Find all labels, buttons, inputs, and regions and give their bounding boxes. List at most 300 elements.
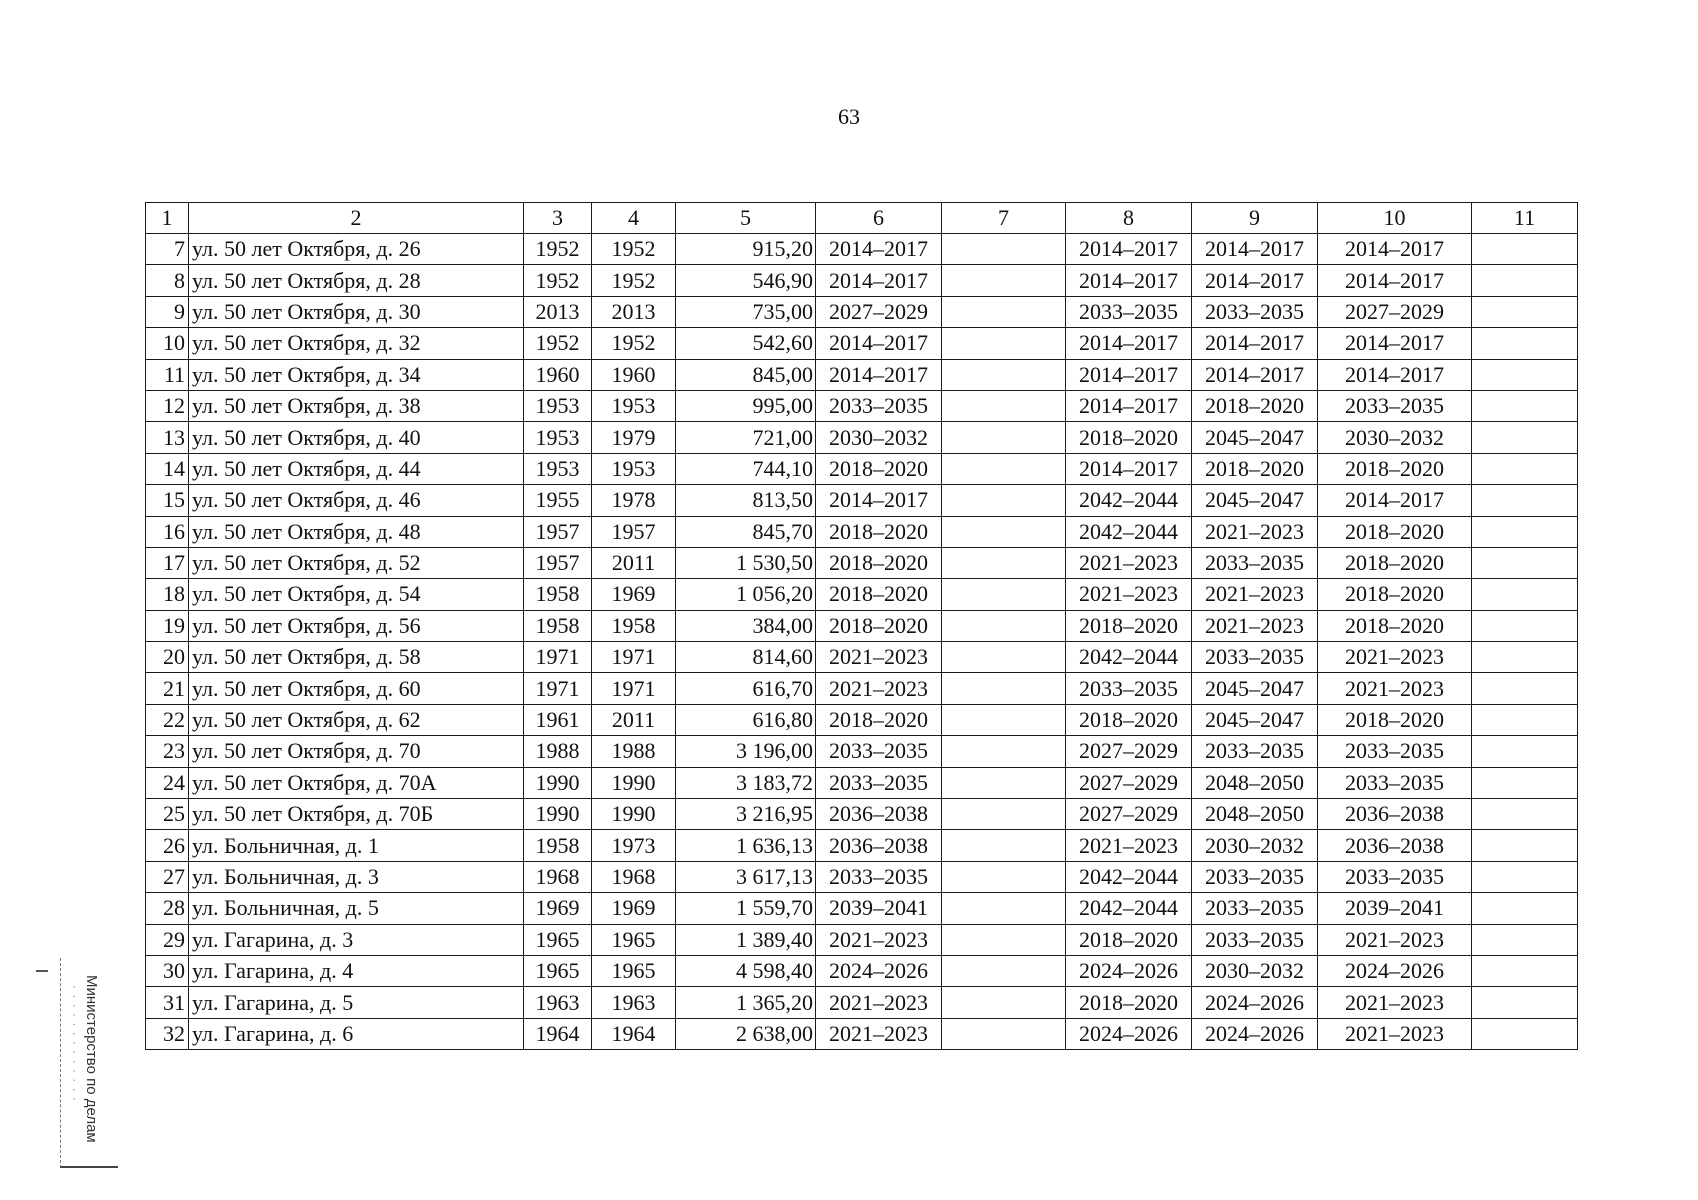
table-cell-col-7 — [942, 516, 1066, 547]
table-cell-col-1: 17 — [146, 547, 189, 578]
table-row — [146, 736, 1578, 767]
table-cell-col-10: 2021–2023 — [1318, 673, 1472, 704]
table-cell-col-2: ул. 50 лет Октября, д. 56 — [189, 610, 524, 641]
table-cell-col-5: 3 196,00 — [676, 736, 816, 767]
table-cell-col-1: 21 — [146, 673, 189, 704]
table-cell-col-11: 11 — [1472, 203, 1578, 234]
table-cell-col-3: 1961 — [524, 704, 592, 735]
table-cell-col-3: 1958 — [524, 610, 592, 641]
table-row — [146, 234, 1578, 265]
table-cell-col-11 — [1472, 422, 1578, 453]
table-cell-col-11 — [1472, 861, 1578, 892]
table-cell-col-5: 995,00 — [676, 390, 816, 421]
table-row — [146, 390, 1578, 421]
table-cell-col-10: 2033–2035 — [1318, 390, 1472, 421]
table-cell-col-6: 2033–2035 — [816, 736, 942, 767]
table-cell-col-2: ул. 50 лет Октября, д. 58 — [189, 642, 524, 673]
table-cell-col-7 — [942, 547, 1066, 578]
table-cell-col-9: 2024–2026 — [1192, 987, 1318, 1018]
table-cell-col-11 — [1472, 265, 1578, 296]
table-cell-col-9: 2048–2050 — [1192, 799, 1318, 830]
table-cell-col-10: 2021–2023 — [1318, 924, 1472, 955]
table-cell-col-8: 2014–2017 — [1066, 390, 1192, 421]
table-cell-col-2: ул. 50 лет Октября, д. 38 — [189, 390, 524, 421]
table-cell-col-6: 2039–2041 — [816, 893, 942, 924]
table-cell-col-6: 2021–2023 — [816, 987, 942, 1018]
table-cell-col-1: 27 — [146, 861, 189, 892]
table-cell-col-9: 2014–2017 — [1192, 328, 1318, 359]
table-row — [146, 987, 1578, 1018]
table-cell-col-8: 2042–2044 — [1066, 861, 1192, 892]
table-cell-col-11 — [1472, 453, 1578, 484]
table-cell-col-3: 1990 — [524, 799, 592, 830]
table-cell-col-1: 13 — [146, 422, 189, 453]
table-cell-col-9: 2033–2035 — [1192, 924, 1318, 955]
table-cell-col-6: 2036–2038 — [816, 799, 942, 830]
table-cell-col-5: 616,70 — [676, 673, 816, 704]
table-row — [146, 422, 1578, 453]
table-cell-col-4: 1990 — [592, 799, 676, 830]
stamp-text: Министерство по делам — [83, 975, 100, 1143]
table-cell-col-11 — [1472, 328, 1578, 359]
table-cell-col-8: 2027–2029 — [1066, 736, 1192, 767]
table-cell-col-7 — [942, 453, 1066, 484]
table-cell-col-10: 2033–2035 — [1318, 736, 1472, 767]
table-cell-col-11 — [1472, 516, 1578, 547]
table-cell-col-11 — [1472, 296, 1578, 327]
table-cell-col-5: 5 — [676, 203, 816, 234]
table-cell-col-4: 1971 — [592, 673, 676, 704]
table-cell-col-2: 2 — [189, 203, 524, 234]
table-cell-col-3: 1953 — [524, 422, 592, 453]
table-row — [146, 893, 1578, 924]
table-cell-col-2: ул. Гагарина, д. 3 — [189, 924, 524, 955]
table-cell-col-10: 2014–2017 — [1318, 265, 1472, 296]
table-row — [146, 642, 1578, 673]
table-cell-col-5: 1 559,70 — [676, 893, 816, 924]
table-row — [146, 547, 1578, 578]
table-cell-col-3: 2013 — [524, 296, 592, 327]
table-cell-col-11 — [1472, 767, 1578, 798]
table-cell-col-2: ул. 50 лет Октября, д. 32 — [189, 328, 524, 359]
table-cell-col-8: 2014–2017 — [1066, 359, 1192, 390]
table-cell-col-8: 8 — [1066, 203, 1192, 234]
table-cell-col-9: 2033–2035 — [1192, 296, 1318, 327]
table-cell-col-1: 22 — [146, 704, 189, 735]
table-cell-col-9: 2033–2035 — [1192, 736, 1318, 767]
table-cell-col-5: 542,60 — [676, 328, 816, 359]
table-cell-col-7 — [942, 955, 1066, 986]
table-cell-col-4: 1971 — [592, 642, 676, 673]
table-cell-col-2: ул. 50 лет Октября, д. 44 — [189, 453, 524, 484]
table-cell-col-4: 1965 — [592, 955, 676, 986]
table-cell-col-5: 721,00 — [676, 422, 816, 453]
table-cell-col-3: 1957 — [524, 516, 592, 547]
table-cell-col-6: 2014–2017 — [816, 234, 942, 265]
table-row — [146, 861, 1578, 892]
table-cell-col-3: 1969 — [524, 893, 592, 924]
table-cell-col-4: 1978 — [592, 485, 676, 516]
table-cell-col-2: ул. Больничная, д. 3 — [189, 861, 524, 892]
table-row — [146, 1018, 1578, 1049]
table-cell-col-10: 2021–2023 — [1318, 1018, 1472, 1049]
table-cell-col-7 — [942, 799, 1066, 830]
table-cell-col-4: 2011 — [592, 704, 676, 735]
table-row — [146, 265, 1578, 296]
table-cell-col-4: 1952 — [592, 234, 676, 265]
table-cell-col-7 — [942, 736, 1066, 767]
stamp-faint-text: · · · · · · · · · · · · · — [68, 985, 82, 1102]
table-cell-col-7 — [942, 579, 1066, 610]
table-cell-col-9: 2048–2050 — [1192, 767, 1318, 798]
table-cell-col-6: 6 — [816, 203, 942, 234]
table-row — [146, 359, 1578, 390]
table-row — [146, 516, 1578, 547]
table-cell-col-2: ул. Гагарина, д. 4 — [189, 955, 524, 986]
table-cell-col-7 — [942, 673, 1066, 704]
table-cell-col-3: 1952 — [524, 234, 592, 265]
table-cell-col-7 — [942, 987, 1066, 1018]
table-cell-col-6: 2033–2035 — [816, 390, 942, 421]
table-cell-col-9: 2030–2032 — [1192, 955, 1318, 986]
table-cell-col-4: 1979 — [592, 422, 676, 453]
table-cell-col-2: ул. 50 лет Октября, д. 70 — [189, 736, 524, 767]
table-cell-col-3: 1953 — [524, 390, 592, 421]
table-cell-col-9: 2033–2035 — [1192, 861, 1318, 892]
table-cell-col-3: 1988 — [524, 736, 592, 767]
table-cell-col-1: 32 — [146, 1018, 189, 1049]
table-cell-col-5: 735,00 — [676, 296, 816, 327]
table-cell-col-4: 4 — [592, 203, 676, 234]
table-cell-col-10: 2014–2017 — [1318, 485, 1472, 516]
table-cell-col-6: 2018–2020 — [816, 516, 942, 547]
table-cell-col-9: 2021–2023 — [1192, 516, 1318, 547]
table-cell-col-9: 2030–2032 — [1192, 830, 1318, 861]
table-cell-col-11 — [1472, 547, 1578, 578]
table-row — [146, 296, 1578, 327]
table-cell-col-8: 2027–2029 — [1066, 799, 1192, 830]
table-cell-col-2: ул. 50 лет Октября, д. 70Б — [189, 799, 524, 830]
table-cell-col-6: 2014–2017 — [816, 328, 942, 359]
table-cell-col-1: 24 — [146, 767, 189, 798]
table-cell-col-10: 2018–2020 — [1318, 453, 1472, 484]
table-cell-col-4: 1957 — [592, 516, 676, 547]
table-cell-col-9: 9 — [1192, 203, 1318, 234]
table-cell-col-3: 1952 — [524, 328, 592, 359]
table-cell-col-1: 20 — [146, 642, 189, 673]
table-cell-col-8: 2021–2023 — [1066, 830, 1192, 861]
table-cell-col-2: ул. Гагарина, д. 6 — [189, 1018, 524, 1049]
table-cell-col-3: 1952 — [524, 265, 592, 296]
table-cell-col-11 — [1472, 390, 1578, 421]
table-cell-col-2: ул. 50 лет Октября, д. 70А — [189, 767, 524, 798]
table-cell-col-11 — [1472, 485, 1578, 516]
table-cell-col-11 — [1472, 799, 1578, 830]
table-cell-col-9: 2014–2017 — [1192, 234, 1318, 265]
table-cell-col-8: 2018–2020 — [1066, 987, 1192, 1018]
table-cell-col-3: 1968 — [524, 861, 592, 892]
table-cell-col-7 — [942, 704, 1066, 735]
table-cell-col-1: 26 — [146, 830, 189, 861]
table-cell-col-1: 1 — [146, 203, 189, 234]
table-cell-col-10: 2036–2038 — [1318, 830, 1472, 861]
table-row — [146, 799, 1578, 830]
table-cell-col-8: 2014–2017 — [1066, 453, 1192, 484]
table-cell-col-5: 1 530,50 — [676, 547, 816, 578]
page-number: 63 — [838, 104, 860, 129]
table-cell-col-10: 2024–2026 — [1318, 955, 1472, 986]
table-row — [146, 767, 1578, 798]
table-cell-col-1: 16 — [146, 516, 189, 547]
table-cell-col-2: ул. 50 лет Октября, д. 60 — [189, 673, 524, 704]
table-cell-col-9: 2021–2023 — [1192, 579, 1318, 610]
table-cell-col-5: 1 389,40 — [676, 924, 816, 955]
table-row — [146, 673, 1578, 704]
table-cell-col-6: 2018–2020 — [816, 610, 942, 641]
table-row — [146, 610, 1578, 641]
table-cell-col-5: 3 183,72 — [676, 767, 816, 798]
table-cell-col-10: 2039–2041 — [1318, 893, 1472, 924]
table-cell-col-3: 1953 — [524, 453, 592, 484]
table-cell-col-5: 1 056,20 — [676, 579, 816, 610]
table-cell-col-11 — [1472, 234, 1578, 265]
table-cell-col-6: 2027–2029 — [816, 296, 942, 327]
table-body — [146, 203, 1578, 1050]
table-cell-col-9: 2045–2047 — [1192, 485, 1318, 516]
table-cell-col-10: 2030–2032 — [1318, 422, 1472, 453]
table-cell-col-7 — [942, 861, 1066, 892]
table-cell-col-6: 2018–2020 — [816, 453, 942, 484]
table-cell-col-3: 1958 — [524, 579, 592, 610]
table-cell-col-4: 2011 — [592, 547, 676, 578]
table-cell-col-7 — [942, 642, 1066, 673]
table-cell-col-2: ул. 50 лет Октября, д. 30 — [189, 296, 524, 327]
table-cell-col-7 — [942, 234, 1066, 265]
table-cell-col-8: 2021–2023 — [1066, 579, 1192, 610]
table-cell-col-9: 2014–2017 — [1192, 265, 1318, 296]
table-cell-col-9: 2045–2047 — [1192, 422, 1318, 453]
table-cell-col-1: 11 — [146, 359, 189, 390]
table-cell-col-5: 384,00 — [676, 610, 816, 641]
table-cell-col-5: 2 638,00 — [676, 1018, 816, 1049]
table-cell-col-4: 1958 — [592, 610, 676, 641]
table-cell-col-6: 2018–2020 — [816, 704, 942, 735]
table-cell-col-9: 2021–2023 — [1192, 610, 1318, 641]
table-cell-col-10: 2018–2020 — [1318, 610, 1472, 641]
table-cell-col-2: ул. Больничная, д. 1 — [189, 830, 524, 861]
table-cell-col-6: 2021–2023 — [816, 1018, 942, 1049]
table-cell-col-8: 2024–2026 — [1066, 1018, 1192, 1049]
table-cell-col-10: 2033–2035 — [1318, 861, 1472, 892]
table-cell-col-6: 2014–2017 — [816, 485, 942, 516]
table-cell-col-4: 1969 — [592, 579, 676, 610]
table-cell-col-2: ул. 50 лет Октября, д. 48 — [189, 516, 524, 547]
table-cell-col-3: 1971 — [524, 673, 592, 704]
table-cell-col-6: 2021–2023 — [816, 924, 942, 955]
table-cell-col-8: 2027–2029 — [1066, 767, 1192, 798]
table-cell-col-6: 2030–2032 — [816, 422, 942, 453]
table-cell-col-8: 2014–2017 — [1066, 328, 1192, 359]
table-cell-col-11 — [1472, 830, 1578, 861]
table-cell-col-10: 2036–2038 — [1318, 799, 1472, 830]
table-cell-col-1: 8 — [146, 265, 189, 296]
table-cell-col-7 — [942, 767, 1066, 798]
table-cell-col-9: 2018–2020 — [1192, 453, 1318, 484]
table-cell-col-6: 2021–2023 — [816, 642, 942, 673]
table-cell-col-1: 31 — [146, 987, 189, 1018]
table-cell-col-11 — [1472, 610, 1578, 641]
table-cell-col-5: 915,20 — [676, 234, 816, 265]
stamp-mark — [36, 970, 48, 972]
table-cell-col-7 — [942, 265, 1066, 296]
table-cell-col-7 — [942, 422, 1066, 453]
table-cell-col-10: 2018–2020 — [1318, 516, 1472, 547]
table-cell-col-3: 1965 — [524, 955, 592, 986]
table-cell-col-9: 2045–2047 — [1192, 673, 1318, 704]
table-cell-col-4: 1953 — [592, 390, 676, 421]
table-row — [146, 485, 1578, 516]
table-cell-col-9: 2033–2035 — [1192, 893, 1318, 924]
table-cell-col-8: 2014–2017 — [1066, 234, 1192, 265]
table-cell-col-1: 7 — [146, 234, 189, 265]
table-cell-col-9: 2018–2020 — [1192, 390, 1318, 421]
table-cell-col-11 — [1472, 736, 1578, 767]
table-cell-col-1: 12 — [146, 390, 189, 421]
table-cell-col-6: 2024–2026 — [816, 955, 942, 986]
table-cell-col-1: 23 — [146, 736, 189, 767]
table-cell-col-11 — [1472, 704, 1578, 735]
table-cell-col-10: 2014–2017 — [1318, 359, 1472, 390]
table-cell-col-2: ул. 50 лет Октября, д. 52 — [189, 547, 524, 578]
table-cell-col-10: 2021–2023 — [1318, 987, 1472, 1018]
table-cell-col-3: 1960 — [524, 359, 592, 390]
table-cell-col-4: 1964 — [592, 1018, 676, 1049]
table-cell-col-10: 2018–2020 — [1318, 547, 1472, 578]
table-cell-col-5: 1 636,13 — [676, 830, 816, 861]
table-cell-col-10: 2027–2029 — [1318, 296, 1472, 327]
table-cell-col-1: 15 — [146, 485, 189, 516]
table-cell-col-2: ул. Гагарина, д. 5 — [189, 987, 524, 1018]
table-cell-col-5: 814,60 — [676, 642, 816, 673]
table-cell-col-6: 2033–2035 — [816, 861, 942, 892]
table-cell-col-10: 2014–2017 — [1318, 234, 1472, 265]
table-cell-col-9: 2033–2035 — [1192, 642, 1318, 673]
table-cell-col-5: 3 216,95 — [676, 799, 816, 830]
table-cell-col-5: 813,50 — [676, 485, 816, 516]
table-cell-col-7: 7 — [942, 203, 1066, 234]
table-cell-col-2: ул. 50 лет Октября, д. 28 — [189, 265, 524, 296]
table-cell-col-3: 1955 — [524, 485, 592, 516]
table-cell-col-11 — [1472, 642, 1578, 673]
table-cell-col-4: 1952 — [592, 328, 676, 359]
table-cell-col-7 — [942, 893, 1066, 924]
table-header-row — [146, 203, 1578, 234]
table-cell-col-8: 2042–2044 — [1066, 893, 1192, 924]
table-cell-col-2: ул. 50 лет Октября, д. 62 — [189, 704, 524, 735]
table-cell-col-5: 845,70 — [676, 516, 816, 547]
table-row — [146, 328, 1578, 359]
table-cell-col-1: 10 — [146, 328, 189, 359]
table-cell-col-6: 2018–2020 — [816, 547, 942, 578]
table-cell-col-8: 2033–2035 — [1066, 296, 1192, 327]
table-cell-col-9: 2033–2035 — [1192, 547, 1318, 578]
table-cell-col-7 — [942, 296, 1066, 327]
table-cell-col-1: 18 — [146, 579, 189, 610]
table-cell-col-11 — [1472, 579, 1578, 610]
table-cell-col-10: 2014–2017 — [1318, 328, 1472, 359]
table-cell-col-3: 3 — [524, 203, 592, 234]
table-cell-col-8: 2018–2020 — [1066, 704, 1192, 735]
table-cell-col-7 — [942, 328, 1066, 359]
table-cell-col-8: 2014–2017 — [1066, 265, 1192, 296]
table-cell-col-11 — [1472, 955, 1578, 986]
table-cell-col-2: ул. Больничная, д. 5 — [189, 893, 524, 924]
table-cell-col-6: 2014–2017 — [816, 265, 942, 296]
table-row — [146, 955, 1578, 986]
table-cell-col-4: 1968 — [592, 861, 676, 892]
table-cell-col-10: 2018–2020 — [1318, 704, 1472, 735]
table-cell-col-11 — [1472, 359, 1578, 390]
table-cell-col-1: 28 — [146, 893, 189, 924]
table-cell-col-11 — [1472, 1018, 1578, 1049]
table-cell-col-6: 2014–2017 — [816, 359, 942, 390]
table-cell-col-10: 10 — [1318, 203, 1472, 234]
table-cell-col-11 — [1472, 987, 1578, 1018]
table-cell-col-10: 2021–2023 — [1318, 642, 1472, 673]
table-cell-col-3: 1990 — [524, 767, 592, 798]
table-cell-col-3: 1971 — [524, 642, 592, 673]
table-cell-col-1: 19 — [146, 610, 189, 641]
table-cell-col-8: 2024–2026 — [1066, 955, 1192, 986]
table-cell-col-7 — [942, 359, 1066, 390]
table-cell-col-4: 2013 — [592, 296, 676, 327]
table-cell-col-4: 1988 — [592, 736, 676, 767]
overhaul-schedule-table — [145, 202, 1578, 1050]
table-cell-col-3: 1963 — [524, 987, 592, 1018]
table-cell-col-4: 1969 — [592, 893, 676, 924]
table-cell-col-11 — [1472, 893, 1578, 924]
table-cell-col-1: 30 — [146, 955, 189, 986]
table-cell-col-1: 9 — [146, 296, 189, 327]
table-cell-col-1: 29 — [146, 924, 189, 955]
table-cell-col-4: 1965 — [592, 924, 676, 955]
table-cell-col-8: 2042–2044 — [1066, 516, 1192, 547]
table-cell-col-2: ул. 50 лет Октября, д. 40 — [189, 422, 524, 453]
table-cell-col-6: 2021–2023 — [816, 673, 942, 704]
table-cell-col-10: 2018–2020 — [1318, 579, 1472, 610]
table-cell-col-8: 2018–2020 — [1066, 422, 1192, 453]
table-cell-col-5: 845,00 — [676, 359, 816, 390]
table-cell-col-2: ул. 50 лет Октября, д. 26 — [189, 234, 524, 265]
table-cell-col-2: ул. 50 лет Октября, д. 46 — [189, 485, 524, 516]
table-cell-col-4: 1952 — [592, 265, 676, 296]
table-cell-col-7 — [942, 390, 1066, 421]
table-cell-col-5: 546,90 — [676, 265, 816, 296]
table-cell-col-3: 1964 — [524, 1018, 592, 1049]
table-cell-col-8: 2033–2035 — [1066, 673, 1192, 704]
table-cell-col-4: 1990 — [592, 767, 676, 798]
table-cell-col-11 — [1472, 673, 1578, 704]
table-cell-col-7 — [942, 485, 1066, 516]
table-row — [146, 579, 1578, 610]
table-cell-col-2: ул. 50 лет Октября, д. 54 — [189, 579, 524, 610]
table-cell-col-4: 1963 — [592, 987, 676, 1018]
table-row — [146, 704, 1578, 735]
table-cell-col-5: 744,10 — [676, 453, 816, 484]
table-cell-col-9: 2014–2017 — [1192, 359, 1318, 390]
table-cell-col-7 — [942, 1018, 1066, 1049]
table-cell-col-7 — [942, 924, 1066, 955]
